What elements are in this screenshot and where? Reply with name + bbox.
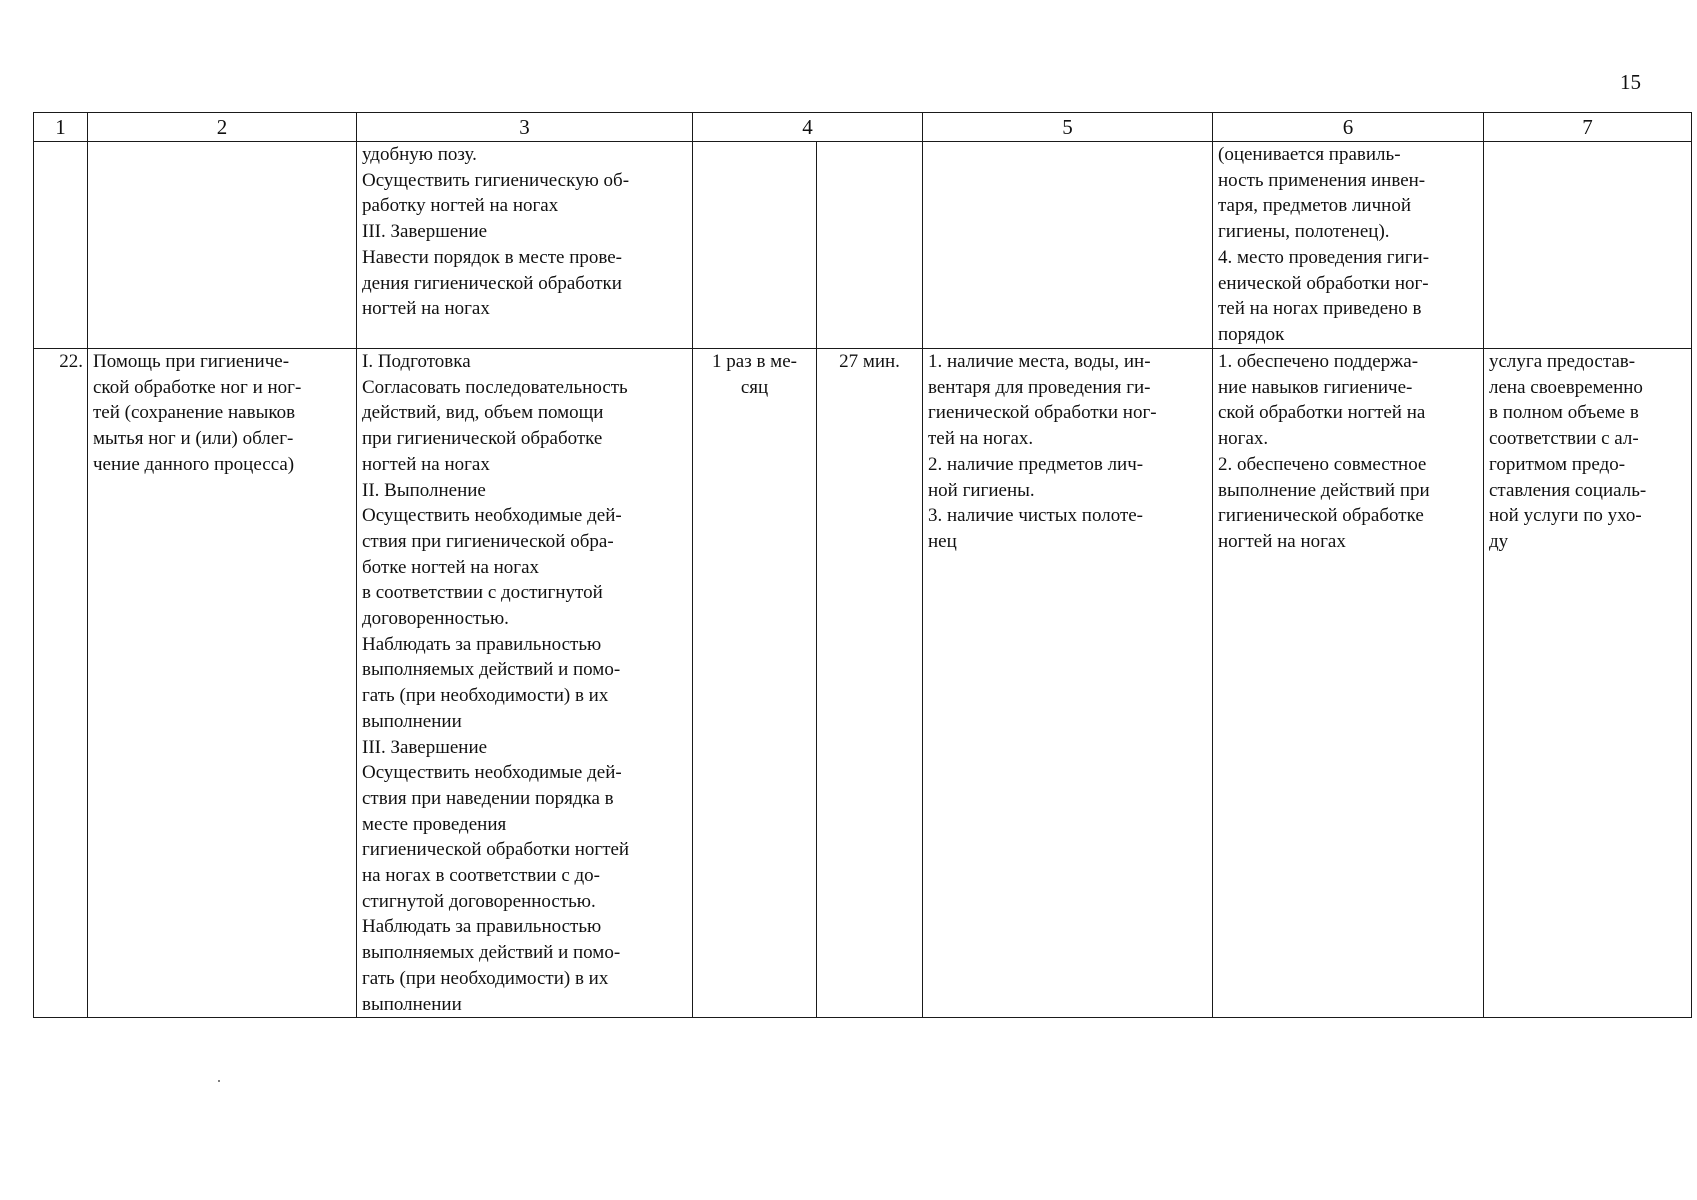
table-row bbox=[34, 142, 1692, 349]
service-name-cell: Помощь при гигиениче- ской обработке ног и ног- тей (сохранение навыков мытья ног и (или) облег- чение данного процесса) bbox=[88, 349, 357, 1018]
continuation-number-cell bbox=[34, 142, 88, 349]
column-header-1: 1 bbox=[34, 113, 88, 142]
continuation-evaluation-cell bbox=[1484, 142, 1692, 349]
quality-indicators-cell: 1. обеспечено поддержа- ние навыков гигиениче- ской обработки ногтей на ногах. 2. обеспечено совместное выполнение действий при гигиенической обработке ногтей на ногах bbox=[1213, 349, 1484, 1018]
evaluation-cell: услуга предостав- лена своевременно в полном объеме в соответствии с ал- горитмом предо- ставления социаль- ной услуги по ухо- ду bbox=[1484, 349, 1692, 1018]
table-header-row bbox=[34, 113, 1692, 142]
column-header-5: 5 bbox=[923, 113, 1213, 142]
continuation-duration-cell bbox=[817, 142, 923, 349]
continuation-procedure-cell: удобную позу. Осуществить гигиеническую об- работку ногтей на ногах III. Завершение Навести порядок в месте прове- дения гигиенической обработки ногтей на ногах bbox=[357, 142, 693, 349]
frequency-cell: 1 раз в ме- сяц bbox=[693, 349, 817, 1018]
continuation-quality-cell: (оценивается правиль- ность применения инвен- таря, предметов личной гигиены, полотенец). 4. место проведения гиги- енической обработки ног- тей на ногах приведено в порядок bbox=[1213, 142, 1484, 349]
column-header-2: 2 bbox=[88, 113, 357, 142]
column-header-4: 4 bbox=[693, 113, 923, 142]
table-row bbox=[34, 349, 1692, 1018]
duration-cell: 27 мин. bbox=[817, 349, 923, 1018]
column-header-6: 6 bbox=[1213, 113, 1484, 142]
page-number: 15 bbox=[1620, 70, 1641, 94]
conditions-cell: 1. наличие места, воды, ин- вентаря для проведения ги- гиенической обработки ног- тей на ногах. 2. наличие предметов лич- ной гигиены. 3. наличие чистых полоте- нец bbox=[923, 349, 1213, 1018]
continuation-conditions-cell bbox=[923, 142, 1213, 349]
procedure-cell: I. Подготовка Согласовать последовательность действий, вид, объем помощи при гигиенической обработке ногтей на ногах II. Выполнение Осуществить необходимые дей- ствия при гигиенической обра- ботке ногтей на ногах в соответствии с достигнутой договоренностью. Наблюдать за правильностью выполняемых действий и помо- гать (при необходимости) в их выполнении III. Завершение Осуществить необходимые дей- ствия при наведении порядка в месте проведения гигиенической обработки ногтей на ногах в соответствии с до- стигнутой договоренностью. Наблюдать за правильностью выполняемых действий и помо- гать (при необходимости) в их выполнении bbox=[357, 349, 693, 1018]
continuation-service-cell bbox=[88, 142, 357, 349]
row-number: 22. bbox=[34, 349, 88, 1018]
scan-speck bbox=[218, 1080, 220, 1082]
column-header-7: 7 bbox=[1484, 113, 1692, 142]
continuation-frequency-cell bbox=[693, 142, 817, 349]
column-header-3: 3 bbox=[357, 113, 693, 142]
service-standards-table bbox=[33, 112, 1692, 1018]
